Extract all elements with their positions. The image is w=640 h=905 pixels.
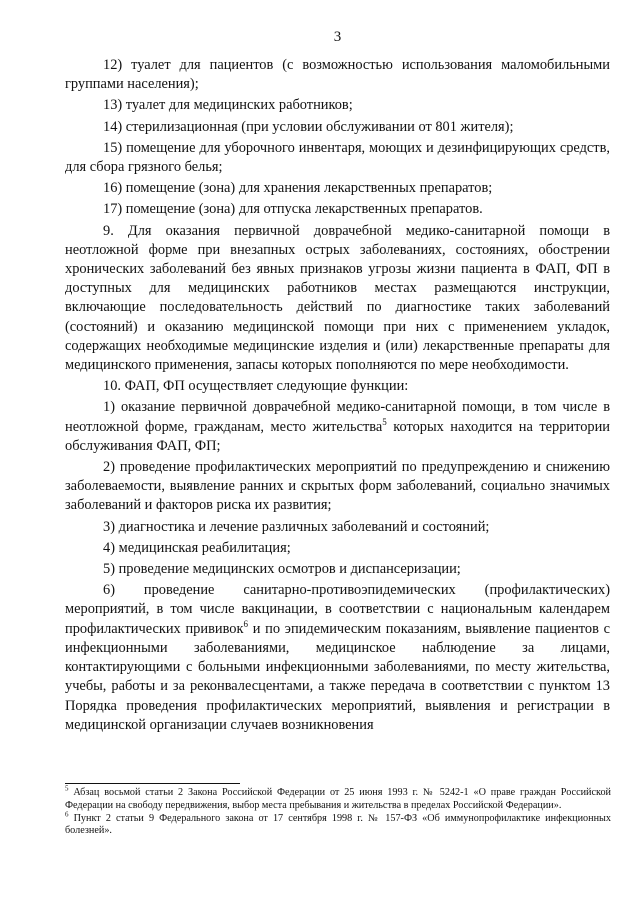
function-1-text-end: которых находится на территории обслуживания ФАП, ФП;	[65, 418, 610, 454]
footnote-6	[65, 810, 611, 839]
footnote-5	[65, 784, 611, 813]
function-2: 2) проведение профилактических мероприятий по предупреждению и снижению заболеваемости, выявление ранних и скрытых форм заболеваний, социально значимых заболеваний и факторов риска их развития;	[65, 459, 610, 514]
page-number: 3	[333, 29, 342, 45]
list-item-12: 12) туалет для пациентов (с возможностью использования маломобильными группами населения);	[65, 57, 610, 93]
footnote-mark: 5	[65, 784, 69, 793]
list-item-16: 16) помещение (зона) для хранения лекарственных препаратов;	[103, 180, 493, 197]
footnote-ref-5: 5	[382, 416, 387, 427]
footnote-separator	[65, 783, 240, 784]
document-body	[65, 56, 610, 735]
function-1	[65, 398, 610, 456]
paragraph-9: 9. Для оказания первичной доврачебной медико-санитарной помощи в неотложной форме при внезапных острых заболеваниях, состояниях, обострении хронических заболеваний без явных признаков угрозы жизни пациента в ФАП, ФП в доступных для медицинских работников местах размещаются инструкции, включающие последовательность действий по диагностике таких заболеваний (состояний) и оказанию медицинской помощи при них с применением укладок, содержащих необходимые медицинские изделия и (или) лекарственные препараты для медицинского применения, запасы которых пополняются по мере необходимости.	[65, 222, 610, 374]
list-item-14: 14) стерилизационная (при условии обслуживании от 801 жителя);	[103, 118, 514, 135]
footnote-text: Пункт 2 статьи 9 Федерального закона от 17 сентября 1998 г. № 157-ФЗ «Об иммунопрофилактике инфекционных болезней».	[65, 812, 611, 837]
footnotes	[65, 784, 611, 838]
footnote-text: Абзац восьмой статьи 2 Закона Российской Федерации от 25 июня 1993 г. № 5242-1 «О праве граждан Российской Федерации на свободу передвижения, выбор места пребывания и жительства в пределах Российской Федерации».	[65, 787, 611, 811]
list-item-13: 13) туалет для медицинских работников;	[103, 97, 353, 114]
function-6-text-end: и по эпидемическим показаниям, выявление пациентов с инфекционными заболеваниями, медицинское наблюдение за лицами, контактирующими с больными инфекционными заболеваниями, по месту жительства, учебы, работы и за реконвалесцентами, а также передача в соответствии с пунктом 13 Порядка проведения профилактических мероприятий, выявления и регистрации в медицинской организации случаев возникновения	[65, 620, 610, 733]
function-6-text-start: 6) проведение санитарно-противоэпидемических (профилактических) мероприятий, в том числе вакцинации, в соответствии с национальным календарем профилактических прививок	[65, 582, 610, 637]
list-item-17: 17) помещение (зона) для отпуска лекарственных препаратов.	[103, 201, 483, 218]
function-3: 3) диагностика и лечение различных заболеваний и состояний;	[103, 518, 490, 535]
paragraph-10-intro: 10. ФАП, ФП осуществляет следующие функции:	[103, 378, 409, 395]
footnote-mark: 6	[65, 810, 69, 819]
function-5: 5) проведение медицинских осмотров и диспансеризации;	[103, 561, 461, 578]
function-6	[65, 581, 610, 735]
function-1-text-start: 1) оказание первичной доврачебной медико-санитарной помощи, в том числе в неотложной форме, гражданам, место жительства	[65, 399, 610, 435]
list-item-15: 15) помещение для уборочного инвентаря, моющих и дезинфицирующих средств, для сбора грязного белья;	[65, 139, 610, 176]
document-page	[65, 28, 610, 898]
function-4: 4) медицинская реабилитация;	[103, 539, 291, 556]
footnote-ref-6: 6	[243, 618, 248, 629]
